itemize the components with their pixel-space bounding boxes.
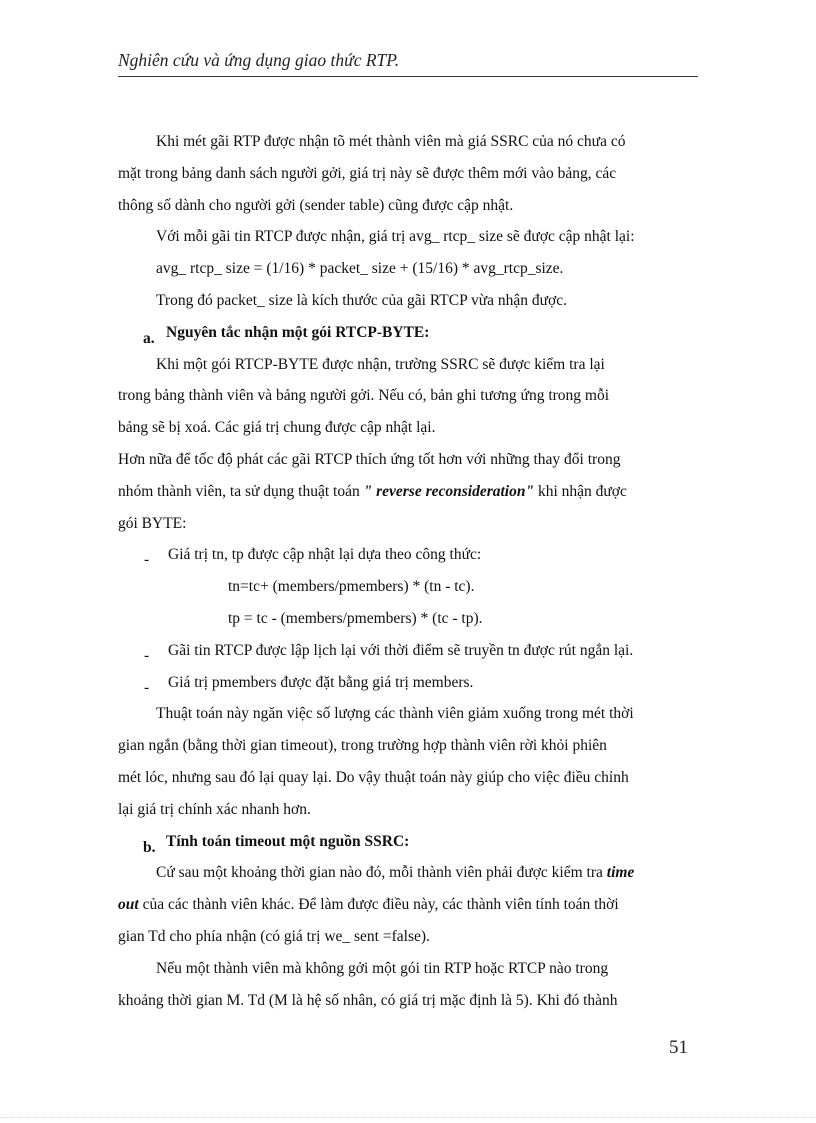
section-heading-b (118, 826, 696, 858)
bullet-text: Giá trị tn, tp được cập nhật lại dựa theo công thức: (168, 546, 482, 564)
section-marker: b. (143, 838, 156, 856)
text-line (118, 857, 696, 889)
bullet-dash-icon: - (144, 646, 150, 664)
text-line: gói BYTE: (118, 514, 187, 532)
emphasis-text: out (118, 896, 139, 914)
bullet-item (118, 667, 696, 699)
paragraph-2 (118, 221, 696, 316)
text-line: Với mỗi gãi tin RTCP được nhận, giá trị avg_ rtcp_ size sẽ được cập nhật lại: (156, 228, 635, 246)
section-marker: a. (143, 329, 155, 347)
text-line: gian Td cho phía nhận (có giá trị we_ sent =false). (118, 927, 430, 945)
bullet-dash-icon: - (144, 551, 150, 569)
running-header: Nghiên cứu và ứng dụng giao thức RTP. (118, 50, 400, 70)
section-title: Nguyên tắc nhận một gói RTCP-BYTE: (166, 323, 430, 341)
emphasis-text: time (606, 864, 635, 882)
bullet-dash-icon: - (144, 678, 150, 696)
text-line: Hơn nữa để tốc độ phát các gãi RTCP thích ứng tốt hơn với những thay đổi trong (118, 450, 621, 468)
bullet-text: Gãi tin RTCP được lập lịch lại với thời điểm sẽ truyền tn được rút ngắn lại. (168, 641, 634, 659)
header-rule (118, 76, 698, 77)
paragraph-1 (118, 126, 696, 221)
formula-line: tn=tc+ (members/pmembers) * (tn - tc). (228, 578, 475, 596)
text-line: Trong đó packet_ size là kích thước của gãi RTCP vừa nhận được. (156, 291, 567, 309)
formula-line: tp = tc - (members/pmembers) * (tc - tp). (228, 609, 483, 627)
section-heading-a (118, 317, 696, 349)
text-line (118, 476, 696, 508)
footer-border (0, 1117, 816, 1118)
text-line: bảng sẽ bị xoá. Các giá trị chung được cập nhật lại. (118, 419, 436, 437)
formula-line: avg_ rtcp_ size = (1/16) * packet_ size + (15/16) * avg_rtcp_size. (156, 260, 564, 278)
text-line: lại giá trị chính xác nhanh hơn. (118, 800, 311, 818)
section-title: Tính toán timeout một nguồn SSRC: (166, 832, 410, 850)
text-line: khoảng thời gian M. Td (M là hệ số nhân, có giá trị mặc định là 5). Khi đó thành (118, 991, 618, 1009)
page-number: 51 (669, 1037, 688, 1058)
text-line: mặt trong bảng danh sách người gởi, giá trị này sẽ được thêm mới vào bảng, các (118, 164, 617, 182)
text-span: nhóm thành viên, ta sử dụng thuật toán (118, 482, 364, 500)
page-body (118, 126, 696, 1016)
paragraph-6 (118, 857, 696, 952)
text-line (118, 889, 696, 921)
text-line: Nếu một thành viên mà không gởi một gói tin RTP hoặc RTCP nào trong (156, 959, 609, 977)
emphasis-text: " reverse reconsideration" (363, 482, 535, 500)
text-line: gian ngắn (bằng thời gian timeout), trong trường hợp thành viên rời khỏi phiên (118, 737, 607, 755)
text-line: Khi một gói RTCP-BYTE được nhận, trường SSRC sẽ được kiểm tra lại (156, 355, 605, 373)
text-line: thông số dành cho người gởi (sender table) cũng được cập nhật. (118, 196, 514, 214)
text-line: Thuật toán này ngăn việc số lượng các thành viên giảm xuống trong mét thời (156, 705, 634, 723)
text-span: Cứ sau một khoảng thời gian nào đó, mỗi thành viên phải được kiểm tra (156, 864, 607, 882)
paragraph-7 (118, 953, 696, 1017)
bullet-item (118, 539, 696, 571)
text-line: Khi mét gãi RTP được nhận tõ mét thành viên mà giá SSRC của nó chưa có (156, 133, 626, 150)
text-span: khi nhận được (534, 482, 627, 500)
text-line: trong bảng thành viên và bảng người gởi. Nếu có, bản ghi tương ứng trong mỗi (118, 387, 610, 405)
paragraph-5 (118, 698, 696, 825)
text-line: mét lóc, nhưng sau đó lại quay lại. Do vậy thuật toán này giúp cho việc điều chỉnh (118, 768, 629, 786)
text-span: của các thành viên khác. Để làm được điều này, các thành viên tính toán thời (138, 896, 619, 914)
bullet-list (118, 539, 696, 698)
bullet-item (118, 635, 696, 667)
bullet-text: Giá trị pmembers được đặt bằng giá trị members. (168, 673, 474, 691)
paragraph-3 (118, 349, 696, 444)
paragraph-4 (118, 444, 696, 539)
